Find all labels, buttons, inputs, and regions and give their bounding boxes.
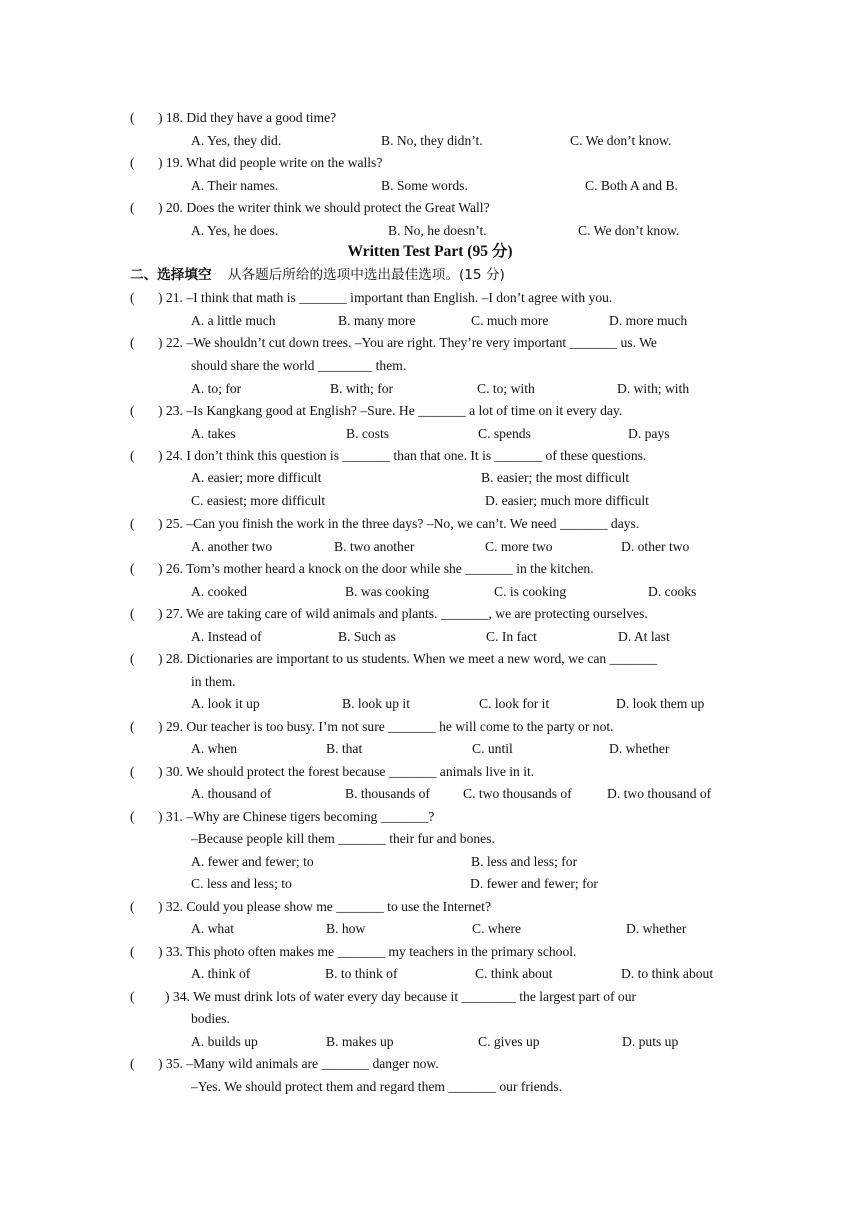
option-b: B. No, they didn’t. [381, 133, 483, 148]
answer-paren: ( [130, 200, 135, 215]
option-c: C. until [472, 741, 513, 756]
option-d: D. look them up [616, 696, 705, 711]
option-b: B. costs [346, 426, 390, 441]
question-continuation: –Yes. We should protect them and regard them _______ our friends. [191, 1079, 563, 1094]
option-a: A. Instead of [191, 629, 262, 644]
question-text: ) 18. Did they have a good time? [158, 110, 337, 125]
answer-paren: ( [130, 899, 135, 914]
option-a: A. what [191, 921, 235, 936]
answer-paren: ( [130, 606, 135, 621]
option-a: A. Yes, he does. [191, 223, 279, 238]
option-b: B. to think of [325, 966, 398, 981]
answer-paren: ( [130, 290, 135, 305]
option-b: B. easier; the most difficult [481, 470, 630, 485]
answer-paren: ( [130, 944, 135, 959]
answer-paren: ( [130, 989, 135, 1004]
option-b: B. look up it [342, 696, 410, 711]
option-c: C. less and less; to [191, 876, 292, 891]
section-instruction: 从各题后所给的选项中选出最佳选项。(15 分) [227, 267, 505, 283]
option-d: D. easier; much more difficult [485, 493, 649, 508]
question-text: ) 34. We must drink lots of water every day because it ________ the largest part of our [165, 989, 637, 1004]
option-b: B. Such as [338, 629, 396, 644]
option-b: B. Some words. [381, 178, 468, 193]
question-text: ) 31. –Why are Chinese tigers becoming _______? [158, 809, 435, 824]
option-a: A. another two [191, 539, 273, 554]
answer-paren: ( [130, 809, 135, 824]
option-d: D. whether [609, 741, 670, 756]
option-b: B. was cooking [345, 584, 430, 599]
question-text: ) 20. Does the writer think we should protect the Great Wall? [158, 200, 490, 215]
option-c: C. much more [471, 313, 549, 328]
option-b: B. how [326, 921, 366, 936]
written-test-title: Written Test Part (95 分) [347, 243, 513, 260]
option-a: A. thousand of [191, 786, 272, 801]
answer-paren: ( [130, 1056, 135, 1071]
question-text: ) 26. Tom’s mother heard a knock on the door while she _______ in the kitchen. [158, 561, 594, 576]
option-c: C. more two [485, 539, 553, 554]
answer-paren: ( [130, 516, 135, 531]
question-text: ) 29. Our teacher is too busy. I’m not sure _______ he will come to the party or not. [158, 719, 614, 734]
option-c: C. In fact [486, 629, 537, 644]
option-a: A. look it up [191, 696, 260, 711]
option-c: C. gives up [478, 1034, 540, 1049]
section-heading [130, 266, 505, 284]
option-b: B. No, he doesn’t. [388, 223, 487, 238]
option-c: C. where [472, 921, 522, 936]
option-d: D. whether [626, 921, 687, 936]
option-a: A. easier; more difficult [191, 470, 322, 485]
option-c: C. is cooking [494, 584, 567, 599]
option-d: D. with; with [617, 381, 690, 396]
option-d: D. At last [618, 629, 670, 644]
option-b: B. two another [334, 539, 415, 554]
option-d: D. to think about [621, 966, 714, 981]
option-c: C. look for it [479, 696, 550, 711]
question-text: ) 30. We should protect the forest because _______ animals live in it. [158, 764, 535, 779]
question-text: ) 23. –Is Kangkang good at English? –Sure. He _______ a lot of time on it every day. [158, 403, 623, 418]
question-text: ) 21. –I think that math is _______ important than English. –I don’t agree with you. [158, 290, 613, 305]
question-text: ) 22. –We shouldn’t cut down trees. –You are right. They’re very important _______ us. We [158, 335, 657, 350]
option-c: C. to; with [477, 381, 535, 396]
answer-paren: ( [130, 335, 135, 350]
option-b: B. makes up [326, 1034, 394, 1049]
option-d: D. fewer and fewer; for [470, 876, 598, 891]
option-a: A. when [191, 741, 238, 756]
option-c: C. two thousands of [463, 786, 572, 801]
section-number: 二、选择填空 [130, 267, 212, 283]
option-a: A. a little much [191, 313, 276, 328]
question-text: ) 35. –Many wild animals are _______ danger now. [158, 1056, 439, 1071]
option-d: D. two thousand of [607, 786, 712, 801]
option-d: D. pays [628, 426, 670, 441]
option-d: D. other two [621, 539, 690, 554]
answer-paren: ( [130, 561, 135, 576]
answer-paren: ( [130, 110, 135, 125]
option-a: A. Their names. [191, 178, 279, 193]
option-a: A. to; for [191, 381, 242, 396]
option-d: D. more much [609, 313, 688, 328]
option-b: B. that [326, 741, 363, 756]
question-continuation: bodies. [191, 1011, 230, 1026]
question-text: ) 32. Could you please show me _______ to use the Internet? [158, 899, 491, 914]
option-a: A. builds up [191, 1034, 258, 1049]
option-c: C. Both A and B. [585, 178, 678, 193]
question-continuation: should share the world ________ them. [191, 358, 407, 373]
question-text: ) 27. We are taking care of wild animals and plants. _______, we are protecting ourselves. [158, 606, 648, 621]
option-a: A. fewer and fewer; to [191, 854, 314, 869]
question-continuation: –Because people kill them _______ their fur and bones. [191, 831, 495, 846]
answer-paren: ( [130, 764, 135, 779]
option-c: C. think about [475, 966, 553, 981]
question-text: ) 33. This photo often makes me _______ my teachers in the primary school. [158, 944, 577, 959]
option-a: A. Yes, they did. [191, 133, 282, 148]
question-text: ) 19. What did people write on the walls? [158, 155, 383, 170]
option-a: A. cooked [191, 584, 247, 599]
option-c: C. spends [478, 426, 531, 441]
option-b: B. with; for [330, 381, 394, 396]
answer-paren: ( [130, 448, 135, 463]
option-c: C. easiest; more difficult [191, 493, 326, 508]
option-a: A. think of [191, 966, 251, 981]
question-text: ) 24. I don’t think this question is _______ than that one. It is _______ of these questions. [158, 448, 647, 463]
question-text: ) 28. Dictionaries are important to us students. When we meet a new word, we can _______ [158, 651, 658, 666]
option-c: C. We don’t know. [578, 223, 680, 238]
option-b: B. many more [338, 313, 416, 328]
answer-paren: ( [130, 155, 135, 170]
option-d: D. cooks [648, 584, 697, 599]
question-continuation: in them. [191, 674, 236, 689]
question-text: ) 25. –Can you finish the work in the three days? –No, we can’t. We need _______ days. [158, 516, 640, 531]
option-d: D. puts up [622, 1034, 679, 1049]
option-b: B. less and less; for [471, 854, 578, 869]
answer-paren: ( [130, 403, 135, 418]
option-c: C. We don’t know. [570, 133, 672, 148]
answer-paren: ( [130, 651, 135, 666]
option-b: B. thousands of [345, 786, 430, 801]
option-a: A. takes [191, 426, 236, 441]
answer-paren: ( [130, 719, 135, 734]
